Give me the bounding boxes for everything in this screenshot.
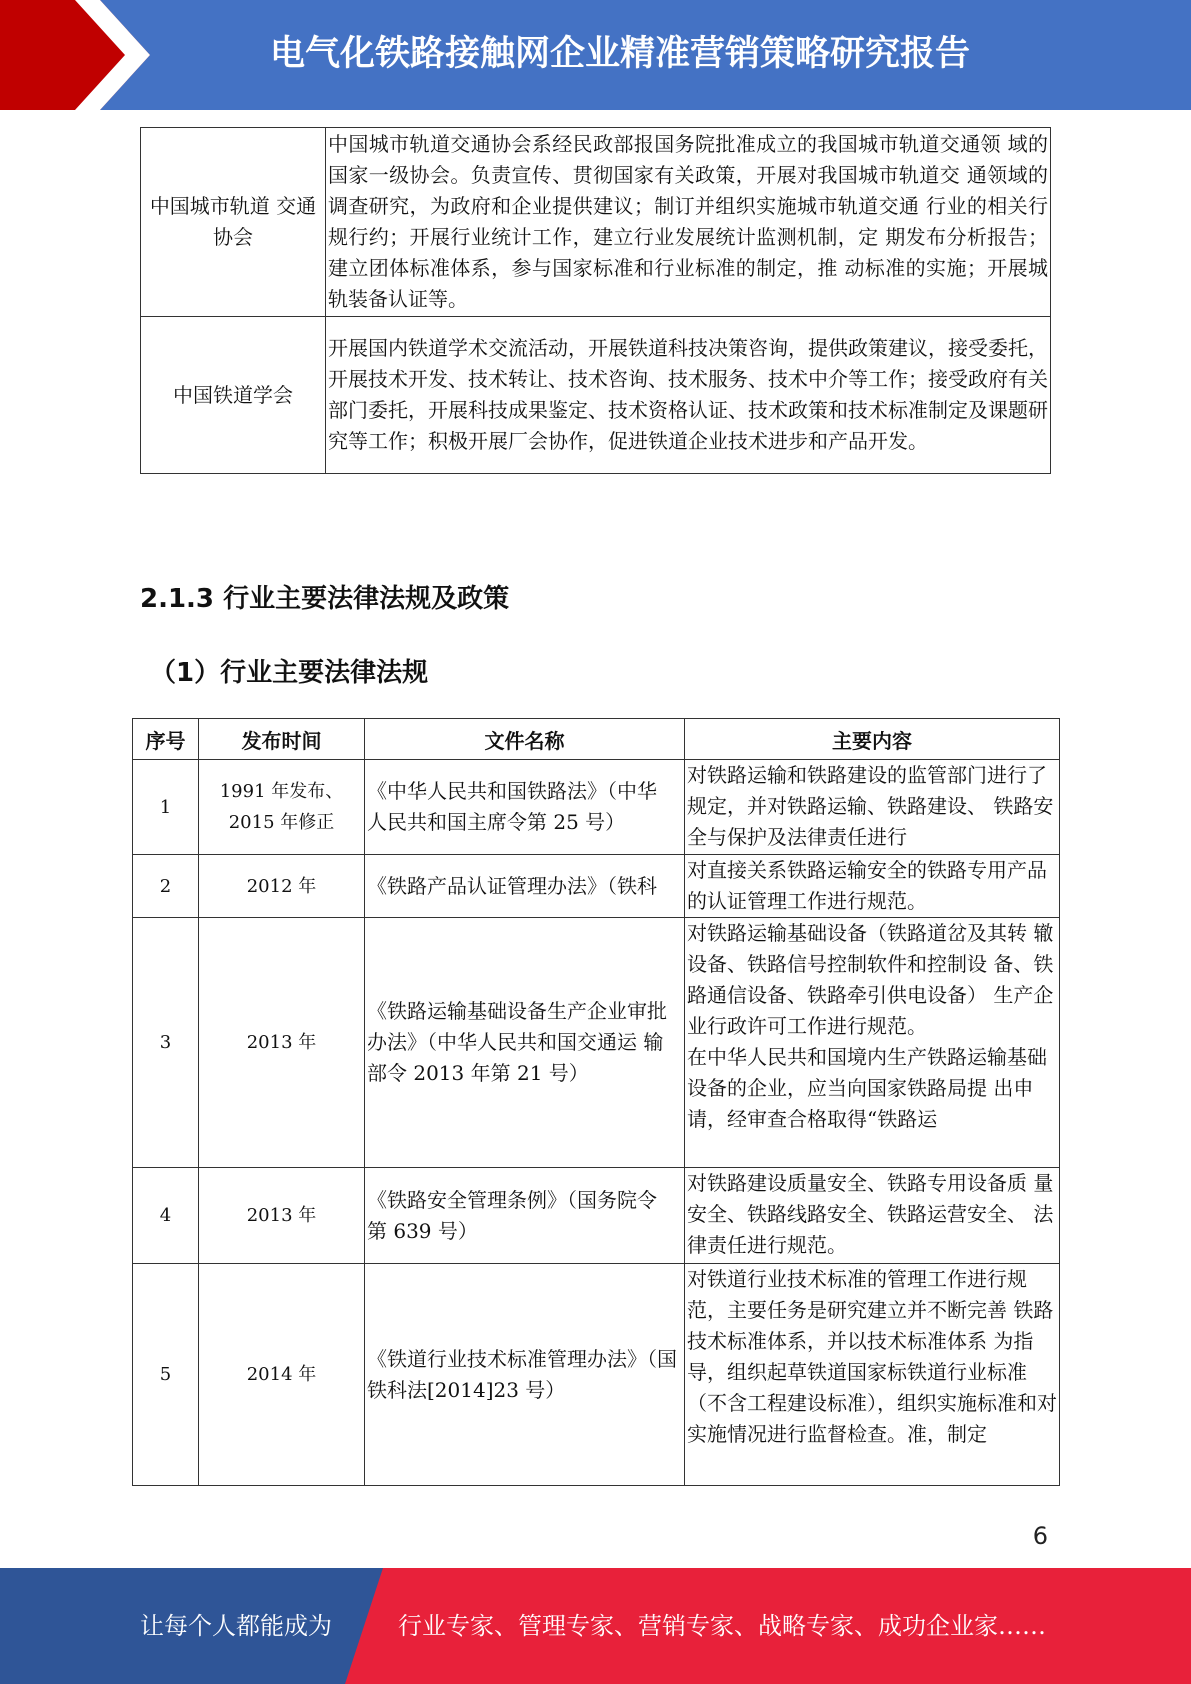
row-document-name: 《铁道行业技术标准管理办法》（国铁科法[2014]23 号） (365, 1264, 685, 1486)
row-number: 4 (133, 1168, 199, 1264)
row-date: 2013 年 (199, 1168, 365, 1264)
row-date: 2014 年 (199, 1264, 365, 1486)
organization-description: 中国城市轨道交通协会系经民政部报国务院批准成立的我国城市轨道交通领 域的国家一级协会。负责宣传、贯彻国家有关政策，开展对我国城市轨道交 通领域的调查研究，为政府和企业提供建议；制订并组织实施城市轨道交通 行业的相关行规行约；开展行业统计工作，建立行业发展统计监测机制，定 期发布分析报告；建立团体标准体系，参与国家标准和行业标准的制定，推 动标准的实施；开展城轨装备认证等。 (326, 128, 1051, 317)
table-row (133, 918, 1060, 1168)
page-footer (0, 1568, 1191, 1684)
row-number: 5 (133, 1264, 199, 1486)
row-date: 2012 年 (199, 855, 365, 918)
row-document-name: 《铁路产品认证管理办法》（铁科 (365, 855, 685, 918)
column-header-content: 主要内容 (685, 719, 1060, 760)
subsection-heading: （1）行业主要法律法规 (150, 658, 429, 688)
table-row (141, 317, 1051, 474)
footer-slogan-right: 行业专家、管理专家、营销专家、战略专家、成功企业家…… (398, 1612, 1046, 1640)
row-date: 2013 年 (199, 918, 365, 1168)
row-content: 对铁道行业技术标准的管理工作进行规范，主要任务是研究建立并不断完善 铁路技术标准体系，并以技术标准体系 为指导，组织起草铁道国家标铁道行业标准（不含工程建设标准），组织实施标准和对实施情况进行监督检查。准，制定 (687, 1267, 1057, 1446)
organization-description: 开展国内铁道学术交流活动，开展铁道科技决策咨询，提供政策建议，接受委托，开展技术开发、技术转让、技术咨询、技术服务、技术中介等工作；接受政府有关部门委托，开展科技成果鉴定、技术资格认证、技术政策和技术标准制定及课题研究等工作；积极开展厂会协作，促进铁道企业技术进步和产品开发。 (326, 317, 1051, 474)
row-document-name: 《铁路运输基础设备生产企业审批办法》（中华人民共和国交通运 输部令 2013 年第 21 号） (365, 918, 685, 1168)
page-number: 6 (1032, 1522, 1048, 1550)
row-content-cell (685, 1264, 1060, 1486)
row-content-cell (685, 918, 1060, 1168)
table-row (141, 128, 1051, 317)
section-heading: 2.1.3 行业主要法律法规及政策 (140, 584, 510, 614)
report-title: 电气化铁路接触网企业精准营销策略研究报告 (269, 34, 970, 74)
footer-slogan-left: 让每个人都能成为 (140, 1612, 332, 1640)
table-header-row (133, 719, 1060, 760)
organization-name: 中国铁道学会 (141, 317, 326, 474)
table-row (133, 1264, 1060, 1486)
column-header-date: 发布时间 (199, 719, 365, 760)
table-row (133, 855, 1060, 918)
row-content-cell (685, 1168, 1060, 1264)
laws-table (132, 718, 1060, 1486)
column-header-number: 序号 (133, 719, 199, 760)
row-date: 1991 年发布、2015 年修正 (199, 760, 365, 855)
table-row (133, 760, 1060, 855)
row-content: 对铁路运输基础设备（铁路道岔及其转 辙设备、铁路信号控制软件和控制设 备、铁路通信设备、铁路牵引供电设备） 生产企业行政许可工作进行规范。 在中华人民共和国境内生产铁路运输基础设备的企业，应当向国家铁路局提 出申请，经审查合格取得“铁路运 (687, 921, 1054, 1131)
row-content: 对铁路运输和铁路建设的监管部门进行了规定，并对铁路运输、铁路建设、 铁路安全与保护及法律责任进行 (687, 763, 1054, 849)
row-content: 对铁路建设质量安全、铁路专用设备质 量安全、铁路线路安全、铁路运营安全、 法律责任进行规范。 (687, 1171, 1054, 1257)
organization-table (140, 127, 1051, 474)
column-header-document: 文件名称 (365, 719, 685, 760)
organization-name: 中国城市轨道 交通协会 (141, 128, 326, 317)
row-document-name: 《中华人民共和国铁路法》（中华 人民共和国主席令第 25 号） (365, 760, 685, 855)
row-content: 对直接关系铁路运输安全的铁路专用产品的认证管理工作进行规范。 (687, 858, 1047, 913)
row-content-cell (685, 855, 1060, 918)
row-content-cell (685, 760, 1060, 855)
row-document-name: 《铁路安全管理条例》（国务院令 第 639 号） (365, 1168, 685, 1264)
row-number: 3 (133, 918, 199, 1168)
row-number: 1 (133, 760, 199, 855)
page-header (0, 0, 1191, 110)
table-row (133, 1168, 1060, 1264)
row-number: 2 (133, 855, 199, 918)
